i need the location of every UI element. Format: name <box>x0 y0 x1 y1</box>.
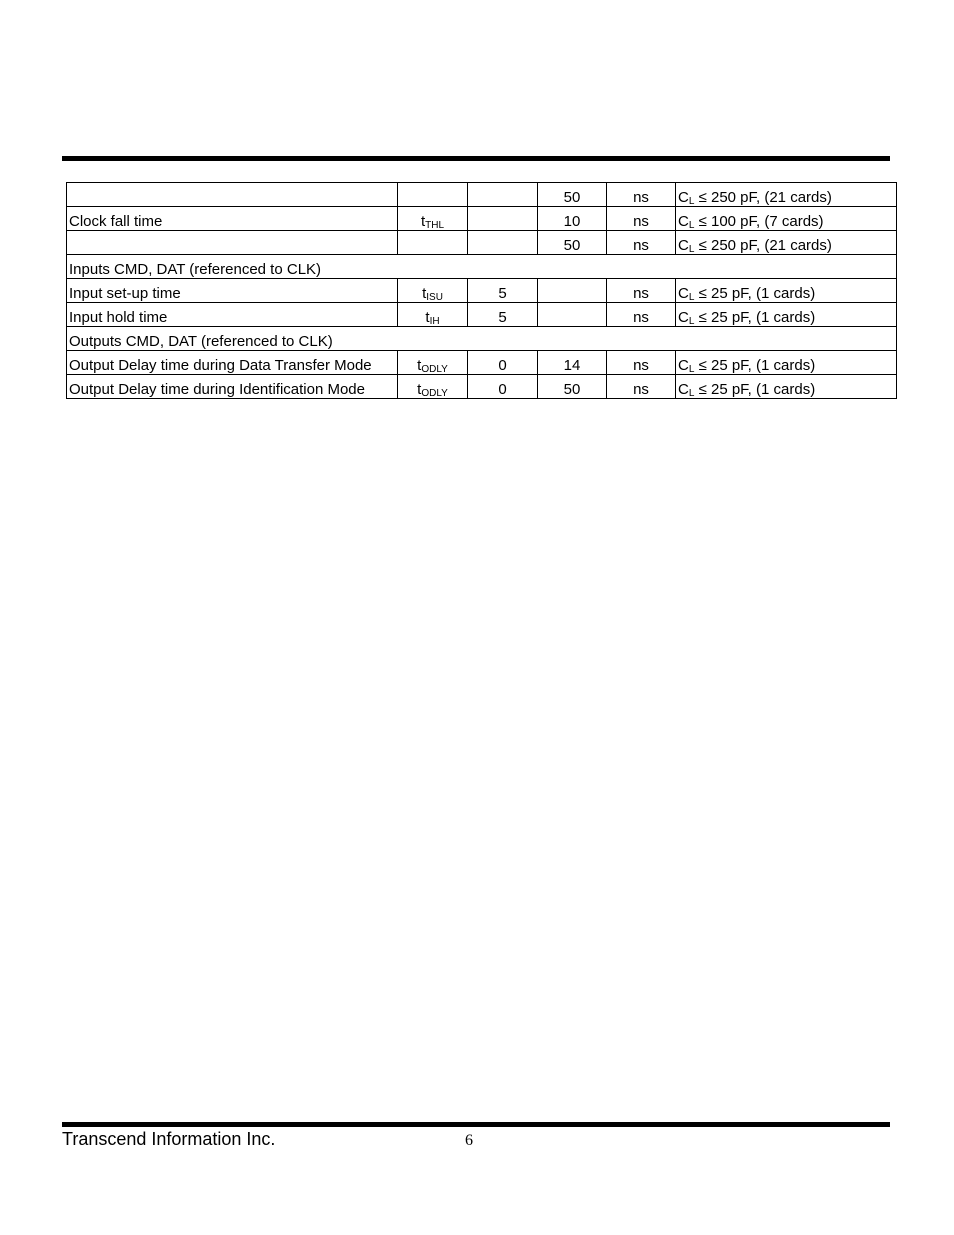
condition: $C_L \le 25$ pF, (1 cards) <box>676 279 897 303</box>
condition: $C_L \le 250$ pF, (21 cards) <box>676 231 897 255</box>
footer-rule <box>62 1122 890 1127</box>
table-row <box>67 303 897 327</box>
header-rule <box>62 156 890 161</box>
symbol: $t_{ODLY}$ <box>398 375 468 399</box>
symbol: $t_{ODLY}$ <box>398 351 468 375</box>
section-row <box>67 327 897 351</box>
min-value: 5 <box>468 303 538 327</box>
condition: $C_L \le 250$ pF, (21 cards) <box>676 183 897 207</box>
parameter-label: Input hold time <box>67 303 398 327</box>
unit: ns <box>607 375 676 399</box>
condition: $C_L \le 25$ pF, (1 cards) <box>676 303 897 327</box>
max-value: 50 <box>538 375 607 399</box>
table-row <box>67 207 897 231</box>
symbol: $t_{ISU}$ <box>398 279 468 303</box>
table-row <box>67 279 897 303</box>
max-value: 50 <box>538 183 607 207</box>
table-row <box>67 231 897 255</box>
condition: $C_L \le 25$ pF, (1 cards) <box>676 351 897 375</box>
parameter-label: Output Delay time during Identification Mode <box>67 375 398 399</box>
unit: ns <box>607 231 676 255</box>
max-value: 10 <box>538 207 607 231</box>
table-row <box>67 351 897 375</box>
condition: $C_L \le 100$ pF, (7 cards) <box>676 207 897 231</box>
min-value: 5 <box>468 279 538 303</box>
parameter-label: Output Delay time during Data Transfer Mode <box>67 351 398 375</box>
unit: ns <box>607 303 676 327</box>
unit: ns <box>607 207 676 231</box>
unit: ns <box>607 183 676 207</box>
min-value: 0 <box>468 351 538 375</box>
symbol: $t_{THL}$ <box>398 207 468 231</box>
parameter-label: Clock fall time <box>67 207 398 231</box>
max-value: 50 <box>538 231 607 255</box>
footer-company-name: Transcend Information Inc. <box>62 1129 276 1149</box>
table-row <box>67 375 897 399</box>
section-row <box>67 255 897 279</box>
section-heading: Outputs CMD, DAT (referenced to CLK) <box>67 327 897 351</box>
section-heading: Inputs CMD, DAT (referenced to CLK) <box>67 255 897 279</box>
parameter-label: Input set-up time <box>67 279 398 303</box>
symbol: $t_{IH}$ <box>398 303 468 327</box>
page-number: 6 <box>465 1132 473 1149</box>
timing-spec-table <box>66 182 897 399</box>
condition: $C_L \le 25$ pF, (1 cards) <box>676 375 897 399</box>
unit: ns <box>607 351 676 375</box>
unit: ns <box>607 279 676 303</box>
min-value: 0 <box>468 375 538 399</box>
table-row <box>67 183 897 207</box>
max-value: 14 <box>538 351 607 375</box>
